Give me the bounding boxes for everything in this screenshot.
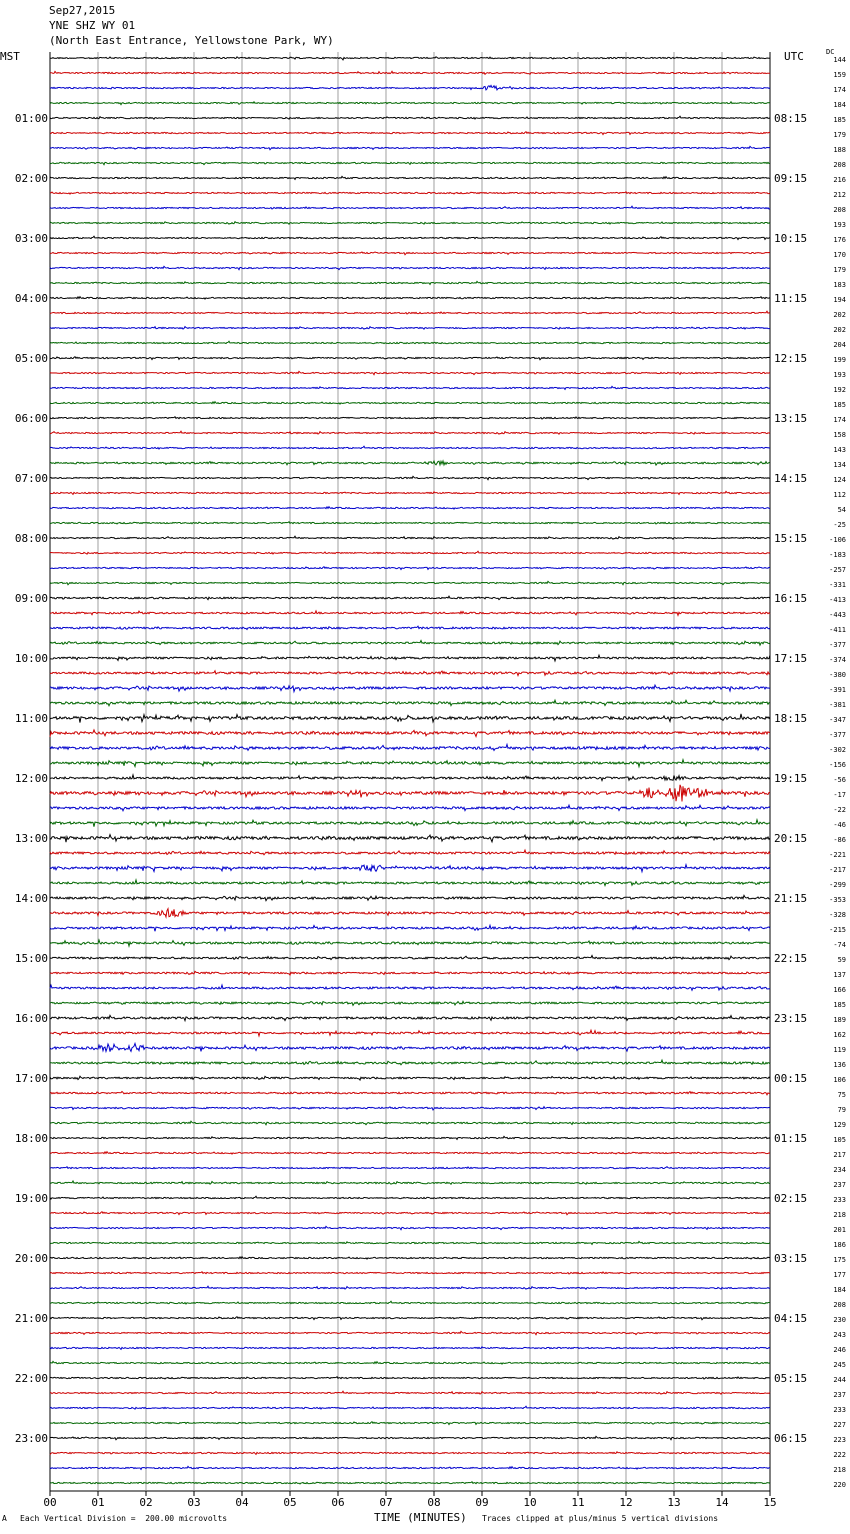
dc-offset-label: 233 <box>833 1196 846 1204</box>
seismic-trace <box>50 297 770 299</box>
dc-offset-label: 227 <box>833 1421 846 1429</box>
x-tick-label: 02 <box>139 1496 153 1509</box>
dc-offset-label: 217 <box>833 1151 846 1159</box>
dc-offset-label: 144 <box>833 56 846 64</box>
mst-hour-label: 03:00 <box>14 232 48 245</box>
dc-offset-label: 59 <box>837 956 846 964</box>
utc-hour-label: 08:15 <box>774 112 808 125</box>
dc-offset-label: 202 <box>833 311 846 319</box>
mst-hour-label: 21:00 <box>14 1312 48 1325</box>
seismic-trace <box>50 371 770 374</box>
x-tick-label: 10 <box>523 1496 537 1509</box>
dc-offset-label: 185 <box>833 116 846 124</box>
seismic-trace <box>50 1226 770 1229</box>
dc-offset-label: 79 <box>837 1106 846 1114</box>
x-tick-label: 03 <box>187 1496 201 1509</box>
seismic-trace <box>50 820 770 827</box>
dc-offset-label: -56 <box>833 776 846 784</box>
utc-hour-label: 03:15 <box>774 1252 808 1265</box>
seismic-trace <box>50 476 770 479</box>
dc-offset-label: -347 <box>829 716 846 724</box>
x-tick-label: 05 <box>283 1496 297 1509</box>
seismic-trace <box>50 252 770 255</box>
dc-offset-label: 223 <box>833 1436 846 1444</box>
seismic-trace <box>50 1301 770 1304</box>
mst-hour-label: 01:00 <box>14 112 48 125</box>
mst-hour-label: 08:00 <box>14 532 48 545</box>
seismic-trace <box>50 1092 770 1095</box>
dc-offset-label: -391 <box>829 686 846 694</box>
dc-offset-label: 193 <box>833 221 846 229</box>
seismic-trace <box>50 1241 770 1244</box>
dc-offset-label: -353 <box>829 896 846 904</box>
seismic-trace <box>50 417 770 419</box>
seismic-trace <box>50 685 770 692</box>
utc-hour-label: 04:15 <box>774 1312 808 1325</box>
mst-hour-label: 10:00 <box>14 652 48 665</box>
dc-offset-label: 129 <box>833 1121 846 1129</box>
seismic-trace <box>50 71 770 74</box>
header-date: Sep27,2015 <box>49 4 116 17</box>
x-tick-label: 12 <box>619 1496 633 1509</box>
dc-offset-label: 106 <box>833 1076 846 1084</box>
utc-hour-label: 16:15 <box>774 592 808 605</box>
dc-offset-label: 176 <box>833 236 846 244</box>
seismic-trace <box>50 1452 770 1455</box>
seismic-trace <box>50 730 770 737</box>
dc-offset-label: 245 <box>833 1361 846 1369</box>
seismic-trace <box>50 865 770 872</box>
utc-hour-label: 06:15 <box>774 1432 808 1445</box>
dc-offset-label: -156 <box>829 761 846 769</box>
dc-offset-label: 174 <box>833 416 846 424</box>
dc-offset-label: -377 <box>829 641 846 649</box>
header-station: YNE SHZ WY 01 <box>49 19 136 32</box>
utc-label: UTC <box>784 50 804 63</box>
mst-hour-label: 20:00 <box>14 1252 48 1265</box>
x-tick-label: 00 <box>43 1496 57 1509</box>
seismic-trace <box>50 611 770 615</box>
seismic-trace <box>50 1257 770 1259</box>
dc-offset-label: 137 <box>833 971 846 979</box>
seismic-trace <box>50 805 770 811</box>
utc-hour-label: 23:15 <box>774 1012 808 1025</box>
seismic-trace <box>50 85 770 90</box>
dc-offset-label: 218 <box>833 1466 846 1474</box>
seismic-trace <box>50 551 770 554</box>
seismic-trace <box>50 1044 770 1052</box>
mst-label: MST <box>0 50 20 63</box>
dc-offset-label: 193 <box>833 371 846 379</box>
seismic-trace <box>50 311 770 314</box>
seismic-trace <box>50 1482 770 1484</box>
seismic-trace <box>50 266 770 269</box>
dc-offset-label: 244 <box>833 1376 846 1384</box>
dc-offset-label: 179 <box>833 266 846 274</box>
mst-hour-label: 22:00 <box>14 1372 48 1385</box>
dc-offset-label: -86 <box>833 836 846 844</box>
mst-hour-label: 13:00 <box>14 832 48 845</box>
seismic-trace <box>50 1347 770 1350</box>
utc-hour-label: 11:15 <box>774 292 808 305</box>
seismic-trace <box>50 1406 770 1409</box>
seismic-trace <box>50 1212 770 1215</box>
mst-hour-label: 15:00 <box>14 952 48 965</box>
seismic-trace <box>50 760 770 767</box>
seismic-trace <box>50 744 770 750</box>
seismic-trace <box>50 176 770 179</box>
dc-offset-label: -25 <box>833 521 846 529</box>
seismic-trace <box>50 222 770 225</box>
dc-offset-label: 185 <box>833 1001 846 1009</box>
utc-hour-label: 02:15 <box>774 1192 808 1205</box>
utc-hour-label: 00:15 <box>774 1072 808 1085</box>
seismic-trace <box>50 925 770 931</box>
mst-hour-label: 23:00 <box>14 1432 48 1445</box>
seismic-trace <box>50 785 770 802</box>
seismic-trace <box>50 940 770 946</box>
utc-hour-label: 01:15 <box>774 1132 808 1145</box>
utc-hour-label: 21:15 <box>774 892 808 905</box>
dc-offset-label: 159 <box>833 71 846 79</box>
utc-hour-label: 05:15 <box>774 1372 808 1385</box>
seismic-trace <box>50 446 770 449</box>
x-tick-label: 06 <box>331 1496 345 1509</box>
seismic-trace <box>50 581 770 584</box>
seismic-trace <box>50 1001 770 1005</box>
dc-offset-label: 183 <box>833 281 846 289</box>
dc-offset-label: -331 <box>829 581 846 589</box>
seismic-trace <box>50 536 770 539</box>
dc-offset-label: 124 <box>833 476 846 484</box>
mst-hour-label: 18:00 <box>14 1132 48 1145</box>
seismic-trace <box>50 1107 770 1110</box>
dc-offset-label: 177 <box>833 1271 846 1279</box>
seismic-trace <box>50 146 770 149</box>
seismic-trace <box>50 1272 770 1274</box>
dc-offset-label: 243 <box>833 1331 846 1339</box>
seismic-trace <box>50 1317 770 1320</box>
x-tick-label: 04 <box>235 1496 249 1509</box>
seismic-trace <box>50 461 770 465</box>
mst-hour-label: 19:00 <box>14 1192 48 1205</box>
dc-offset-label: -17 <box>833 791 846 799</box>
dc-offset-label: 174 <box>833 86 846 94</box>
dc-offset-label: 233 <box>833 1406 846 1414</box>
seismic-trace <box>50 1466 770 1469</box>
dc-offset-label: 170 <box>833 251 846 259</box>
seismic-trace <box>50 671 770 676</box>
seismic-trace <box>50 102 770 105</box>
mst-hour-label: 17:00 <box>14 1072 48 1085</box>
dc-offset-label: -221 <box>829 851 846 859</box>
seismic-trace <box>50 1060 770 1065</box>
x-axis-label: TIME (MINUTES) <box>374 1511 467 1524</box>
utc-hour-label: 19:15 <box>774 772 808 785</box>
x-tick-label: 11 <box>571 1496 585 1509</box>
dc-offset-label: 179 <box>833 131 846 139</box>
seismic-trace <box>50 909 770 917</box>
dc-offset-label: -413 <box>829 596 846 604</box>
mst-hour-label: 11:00 <box>14 712 48 725</box>
dc-offset-label: -106 <box>829 536 846 544</box>
dc-offset-label: 186 <box>833 1241 846 1249</box>
dc-offset-label: -22 <box>833 806 846 814</box>
seismic-trace <box>50 1391 770 1394</box>
dc-offset-label: 220 <box>833 1481 846 1489</box>
dc-offset-label: 208 <box>833 161 846 169</box>
seismic-trace <box>50 327 770 330</box>
dc-offset-label: 134 <box>833 461 846 469</box>
seismic-trace <box>50 1152 770 1154</box>
dc-offset-label: 119 <box>833 1046 846 1054</box>
seismic-trace <box>50 57 770 60</box>
dc-offset-label: 192 <box>833 386 846 394</box>
seismic-trace <box>50 956 770 960</box>
dc-offset-label: 136 <box>833 1061 846 1069</box>
x-tick-label: 01 <box>91 1496 105 1509</box>
seismic-trace <box>50 1377 770 1379</box>
seismic-trace <box>50 132 770 135</box>
dc-offset-label: 212 <box>833 191 846 199</box>
seismic-trace <box>50 341 770 343</box>
seismic-trace <box>50 1181 770 1184</box>
dc-offset-label: 143 <box>833 446 846 454</box>
dc-offset-label: -381 <box>829 701 846 709</box>
dc-offset-label: 184 <box>833 1286 846 1294</box>
dc-offset-label: 222 <box>833 1451 846 1459</box>
seismic-trace <box>50 714 770 723</box>
corner-mark: A <box>2 1514 7 1523</box>
dc-offset-label: 75 <box>837 1091 846 1099</box>
seismic-trace <box>50 835 770 843</box>
dc-offset-label: 216 <box>833 176 846 184</box>
dc-label: DC <box>826 48 835 56</box>
mst-hour-label: 12:00 <box>14 772 48 785</box>
dc-offset-label: 185 <box>833 401 846 409</box>
dc-offset-label: 204 <box>833 341 846 349</box>
dc-offset-label: -377 <box>829 731 846 739</box>
seismic-trace <box>50 880 770 886</box>
dc-offset-label: 234 <box>833 1166 846 1174</box>
dc-offset-label: -215 <box>829 926 846 934</box>
dc-offset-label: 199 <box>833 356 846 364</box>
seismic-trace <box>50 1422 770 1425</box>
dc-offset-label: -183 <box>829 551 846 559</box>
seismic-trace <box>50 1030 770 1036</box>
dc-offset-label: 162 <box>833 1031 846 1039</box>
seismic-trace <box>50 1361 770 1364</box>
utc-hour-label: 14:15 <box>774 472 808 485</box>
clip-note: Traces clipped at plus/minus 5 vertical divisions <box>482 1514 719 1523</box>
seismic-trace <box>50 1167 770 1169</box>
mst-hour-label: 05:00 <box>14 352 48 365</box>
utc-hour-label: 22:15 <box>774 952 808 965</box>
seismic-trace <box>50 1136 770 1139</box>
header-location: (North East Entrance, Yellowstone Park, WY) <box>49 34 334 47</box>
seismic-trace <box>50 1196 770 1199</box>
seismic-trace <box>50 507 770 509</box>
dc-offset-label: -374 <box>829 656 846 664</box>
dc-offset-label: -46 <box>833 821 846 829</box>
dc-offset-label: 237 <box>833 1181 846 1189</box>
mst-hour-label: 06:00 <box>14 412 48 425</box>
seismic-trace <box>50 1121 770 1125</box>
dc-offset-label: 208 <box>833 1301 846 1309</box>
seismic-trace <box>50 206 770 209</box>
dc-offset-label: -217 <box>829 866 846 874</box>
dc-offset-label: -443 <box>829 611 846 619</box>
mst-hour-label: 04:00 <box>14 292 48 305</box>
dc-offset-label: 184 <box>833 101 846 109</box>
dc-offset-label: 201 <box>833 1226 846 1234</box>
x-tick-label: 09 <box>475 1496 489 1509</box>
dc-offset-label: 54 <box>837 506 846 514</box>
dc-offset-label: -74 <box>833 941 846 949</box>
seismic-trace <box>50 655 770 661</box>
seismic-trace <box>50 162 770 165</box>
seismic-trace <box>50 567 770 570</box>
utc-hour-label: 09:15 <box>774 172 808 185</box>
seismic-trace <box>50 700 770 706</box>
vertical-scale-note: Each Vertical Division = 200.00 microvolts <box>20 1514 228 1523</box>
seismic-trace <box>50 596 770 599</box>
mst-hour-label: 07:00 <box>14 472 48 485</box>
seismic-trace <box>50 626 770 629</box>
seismic-trace <box>50 1015 770 1020</box>
mst-hour-label: 14:00 <box>14 892 48 905</box>
dc-offset-label: 188 <box>833 146 846 154</box>
x-tick-label: 13 <box>667 1496 681 1509</box>
utc-hour-label: 10:15 <box>774 232 808 245</box>
utc-hour-label: 13:15 <box>774 412 808 425</box>
seismic-trace <box>50 1286 770 1289</box>
x-tick-label: 14 <box>715 1496 729 1509</box>
seismic-trace <box>50 775 770 781</box>
dc-offset-label: 194 <box>833 296 846 304</box>
dc-offset-label: -299 <box>829 881 846 889</box>
dc-offset-label: 158 <box>833 431 846 439</box>
dc-offset-label: -380 <box>829 671 846 679</box>
dc-offset-label: 105 <box>833 1136 846 1144</box>
dc-offset-label: -328 <box>829 911 846 919</box>
seismic-trace <box>50 1076 770 1080</box>
x-tick-label: 08 <box>427 1496 441 1509</box>
dc-offset-label: 112 <box>833 491 846 499</box>
utc-hour-label: 12:15 <box>774 352 808 365</box>
x-tick-label: 15 <box>763 1496 777 1509</box>
mst-hour-label: 16:00 <box>14 1012 48 1025</box>
seismic-trace <box>50 357 770 360</box>
seismic-trace <box>50 116 770 119</box>
mst-hour-label: 09:00 <box>14 592 48 605</box>
dc-offset-label: 202 <box>833 326 846 334</box>
seismic-trace <box>50 985 770 990</box>
utc-hour-label: 17:15 <box>774 652 808 665</box>
utc-hour-label: 18:15 <box>774 712 808 725</box>
seismic-trace <box>50 491 770 494</box>
seismic-trace <box>50 895 770 900</box>
dc-offset-label: -257 <box>829 566 846 574</box>
seismic-trace <box>50 192 770 194</box>
dc-offset-label: -411 <box>829 626 846 634</box>
seismic-trace <box>50 386 770 389</box>
seismic-trace <box>50 641 770 646</box>
x-tick-label: 07 <box>379 1496 393 1509</box>
utc-hour-label: 20:15 <box>774 832 808 845</box>
seismic-trace <box>50 236 770 239</box>
utc-hour-label: 15:15 <box>774 532 808 545</box>
dc-offset-label: 237 <box>833 1391 846 1399</box>
dc-offset-label: 175 <box>833 1256 846 1264</box>
seismic-trace <box>50 971 770 975</box>
mst-hour-label: 02:00 <box>14 172 48 185</box>
dc-offset-label: 230 <box>833 1316 846 1324</box>
seismic-trace <box>50 850 770 855</box>
dc-offset-label: 166 <box>833 986 846 994</box>
seismic-trace <box>50 1436 770 1439</box>
seismic-trace <box>50 1331 770 1334</box>
seismic-trace <box>50 522 770 524</box>
dc-offset-label: 246 <box>833 1346 846 1354</box>
dc-offset-label: 189 <box>833 1016 846 1024</box>
dc-offset-label: -302 <box>829 746 846 754</box>
seismic-trace <box>50 431 770 434</box>
dc-offset-label: 208 <box>833 206 846 214</box>
dc-offset-label: 218 <box>833 1211 846 1219</box>
seismic-trace <box>50 281 770 284</box>
seismic-trace <box>50 402 770 404</box>
